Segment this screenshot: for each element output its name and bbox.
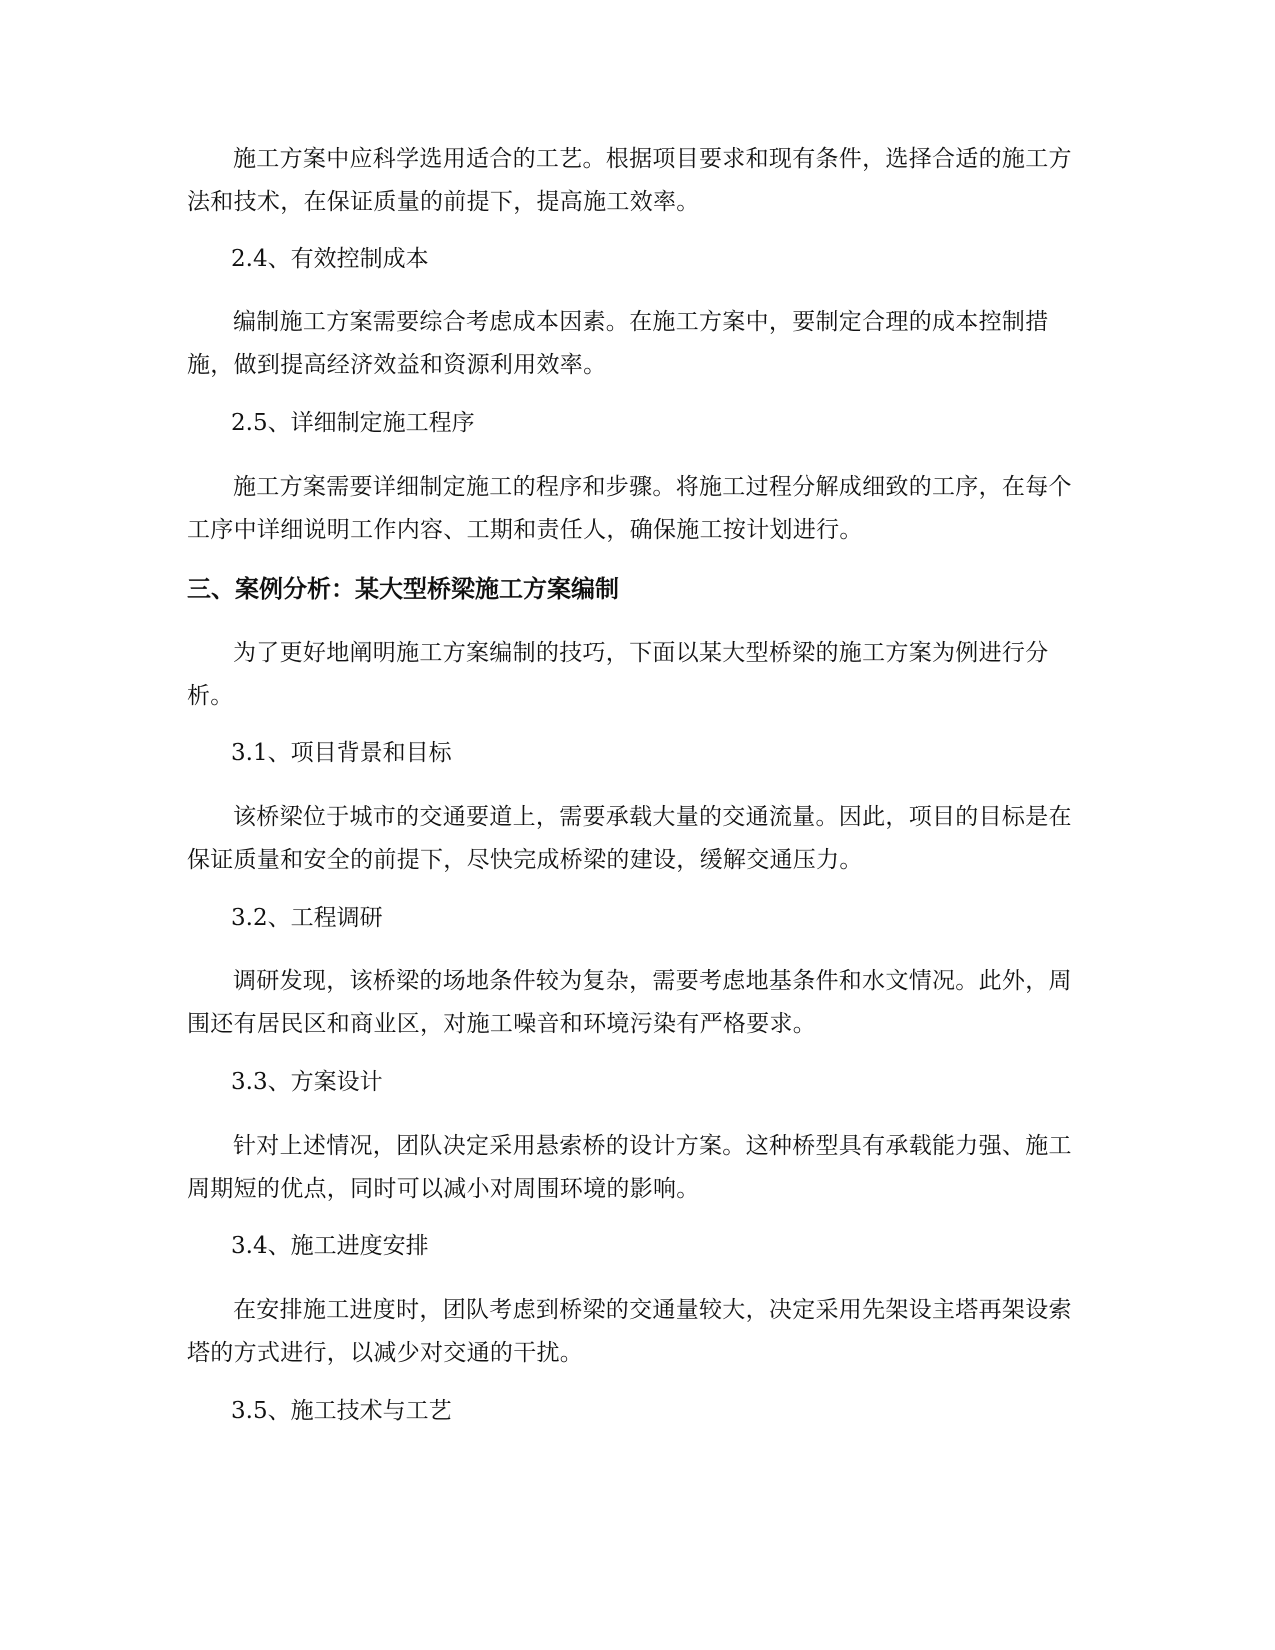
subheading-text: 3.5、施工技术与工艺 bbox=[231, 1398, 452, 1424]
paragraph-text: 针对上述情况，团队决定采用悬索桥的设计方案。这种桥型具有承载能力强、施工周期短的优点，同时可以减小对周围环境的影响。 bbox=[187, 1133, 1072, 1202]
paragraph-cost-control bbox=[187, 301, 1087, 387]
subheading-text: 3.1、项目背景和目标 bbox=[231, 740, 452, 766]
subheading-3-3 bbox=[187, 1061, 1087, 1104]
section-heading-text: 三、案例分析：某大型桥梁施工方案编制 bbox=[187, 575, 619, 603]
subheading-3-1 bbox=[187, 732, 1087, 775]
subheading-text: 3.4、施工进度安排 bbox=[231, 1233, 429, 1259]
section-heading-3 bbox=[187, 568, 1087, 611]
paragraph-schedule bbox=[187, 1289, 1087, 1375]
paragraph-case-intro bbox=[187, 632, 1087, 718]
paragraph-design bbox=[187, 1125, 1087, 1211]
subheading-2-5 bbox=[187, 402, 1087, 445]
paragraph-text: 该桥梁位于城市的交通要道上，需要承载大量的交通流量。因此，项目的目标是在保证质量和安全的前提下，尽快完成桥梁的建设，缓解交通压力。 bbox=[187, 804, 1072, 873]
subheading-text: 3.3、方案设计 bbox=[231, 1069, 383, 1095]
paragraph-text: 调研发现，该桥梁的场地条件较为复杂，需要考虑地基条件和水文情况。此外，周围还有居民区和商业区，对施工噪音和环境污染有严格要求。 bbox=[187, 968, 1072, 1037]
paragraph-survey bbox=[187, 960, 1087, 1046]
subheading-3-5 bbox=[187, 1390, 1087, 1433]
subheading-text: 2.5、详细制定施工程序 bbox=[231, 410, 475, 436]
paragraph-process-selection bbox=[187, 138, 1087, 224]
paragraph-text: 为了更好地阐明施工方案编制的技巧，下面以某大型桥梁的施工方案为例进行分析。 bbox=[187, 640, 1049, 709]
paragraph-text: 施工方案中应科学选用适合的工艺。根据项目要求和现有条件，选择合适的施工方法和技术，在保证质量的前提下，提高施工效率。 bbox=[187, 146, 1072, 215]
paragraph-text: 在安排施工进度时，团队考虑到桥梁的交通量较大，决定采用先架设主塔再架设索塔的方式进行，以减少对交通的干扰。 bbox=[187, 1297, 1072, 1366]
paragraph-text: 施工方案需要详细制定施工的程序和步骤。将施工过程分解成细致的工序，在每个工序中详细说明工作内容、工期和责任人，确保施工按计划进行。 bbox=[187, 474, 1072, 543]
subheading-2-4 bbox=[187, 238, 1087, 281]
subheading-3-2 bbox=[187, 897, 1087, 940]
subheading-3-4 bbox=[187, 1225, 1087, 1268]
subheading-text: 2.4、有效控制成本 bbox=[231, 246, 429, 272]
paragraph-text: 编制施工方案需要综合考虑成本因素。在施工方案中，要制定合理的成本控制措施，做到提高经济效益和资源利用效率。 bbox=[187, 309, 1049, 378]
subheading-text: 3.2、工程调研 bbox=[231, 905, 383, 931]
paragraph-background bbox=[187, 796, 1087, 882]
paragraph-procedure bbox=[187, 466, 1087, 552]
